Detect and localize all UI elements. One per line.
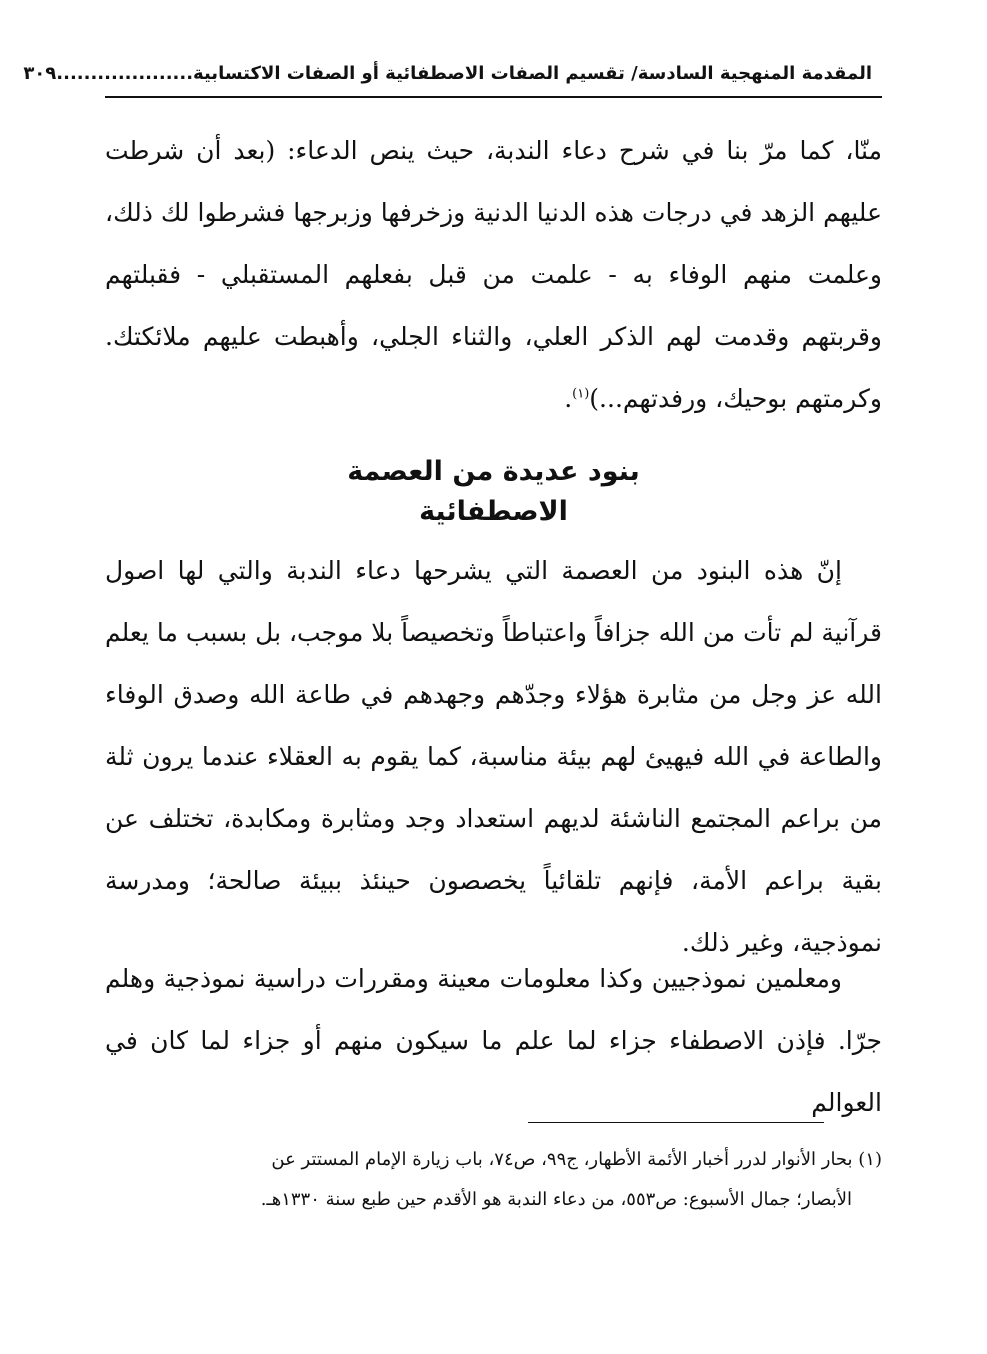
paragraph-1-text: منّا، كما مرّ بنا في شرح دعاء الندبة، حيث ينص الدعاء: (بعد أن شرطت عليهم الزهد في درجات هذه الدنيا الدنية وزخرفها وزبرجها فشرطوا لك ذلك، وعلمت منهم الوفاء به - علمت من قبل بفعلهم المستقبلي - فقبلتهم وقربتهم وقدمت لهم الذكر العلي، والثناء الجلي، وأهبطت عليهم ملائكتك. وكرمتهم بوحيك، ورفدتهم...) [105, 136, 882, 413]
header-dots: .................... [56, 62, 194, 84]
paragraph-2: إنّ هذه البنود من العصمة التي يشرحها دعاء الندبة والتي لها اصول قرآنية لم تأت من الله جزافاً واعتباطاً وتخصيصاً بلا موجب، بل بسبب ما يعلم الله عز وجل من مثابرة هؤلاء وجدّهم وجهدهم في طاعة الله وصدق الوفاء والطاعة في الله فيهيئ لهم بيئة مناسبة، كما يقوم به العقلاء عندما يرون ثلة من براعم المجتمع الناشئة لديهم استعداد وجد ومثابرة ومكابدة، تختلف عن بقية براعم الأمة، فإنهم تلقائياً يخصصون حينئذ ببيئة صالحة؛ ومدرسة نموذجية، وغير ذلك. [105, 556, 882, 957]
paragraph-1-ending: . [564, 384, 573, 413]
section-heading [0, 452, 987, 532]
footnote-divider [528, 1122, 824, 1123]
footnote-reference[interactable]: (١) [572, 386, 590, 402]
footnote-line-1: (١) بحار الأنوار لدرر أخبار الأئمة الأطهار، ج٩٩، ص٧٤، باب زيارة الإمام المستتر عن [271, 1149, 882, 1170]
footnote-line-2: الأبصار؛ جمال الأسبوع: ص٥٥٣، من دعاء الندبة هو الأقدم حين طبع سنة ١٣٣٠هـ. [260, 1189, 852, 1210]
footnote [105, 1140, 882, 1220]
header-title: المقدمة المنهجية السادسة/ تقسيم الصفات الاصطفائية أو الصفات الاكتسابية [193, 62, 872, 84]
section-heading-line-1: بنود عديدة من العصمة [347, 456, 640, 487]
section-heading-line-2: الاصطفائية [419, 496, 568, 527]
header-page-ref [23, 63, 193, 84]
paragraph-1 [105, 120, 882, 430]
header-divider [105, 96, 882, 98]
paragraph-3: ومعلمين نموذجيين وكذا معلومات معينة ومقررات دراسية نموذجية وهلم جرّا. فإذن الاصطفاء جزاء لما علم ما سيكون منهم أو جزاء لما كان في العوالم [105, 964, 882, 1117]
running-header [23, 52, 872, 94]
page-number: ٣٠٩ [23, 62, 57, 84]
